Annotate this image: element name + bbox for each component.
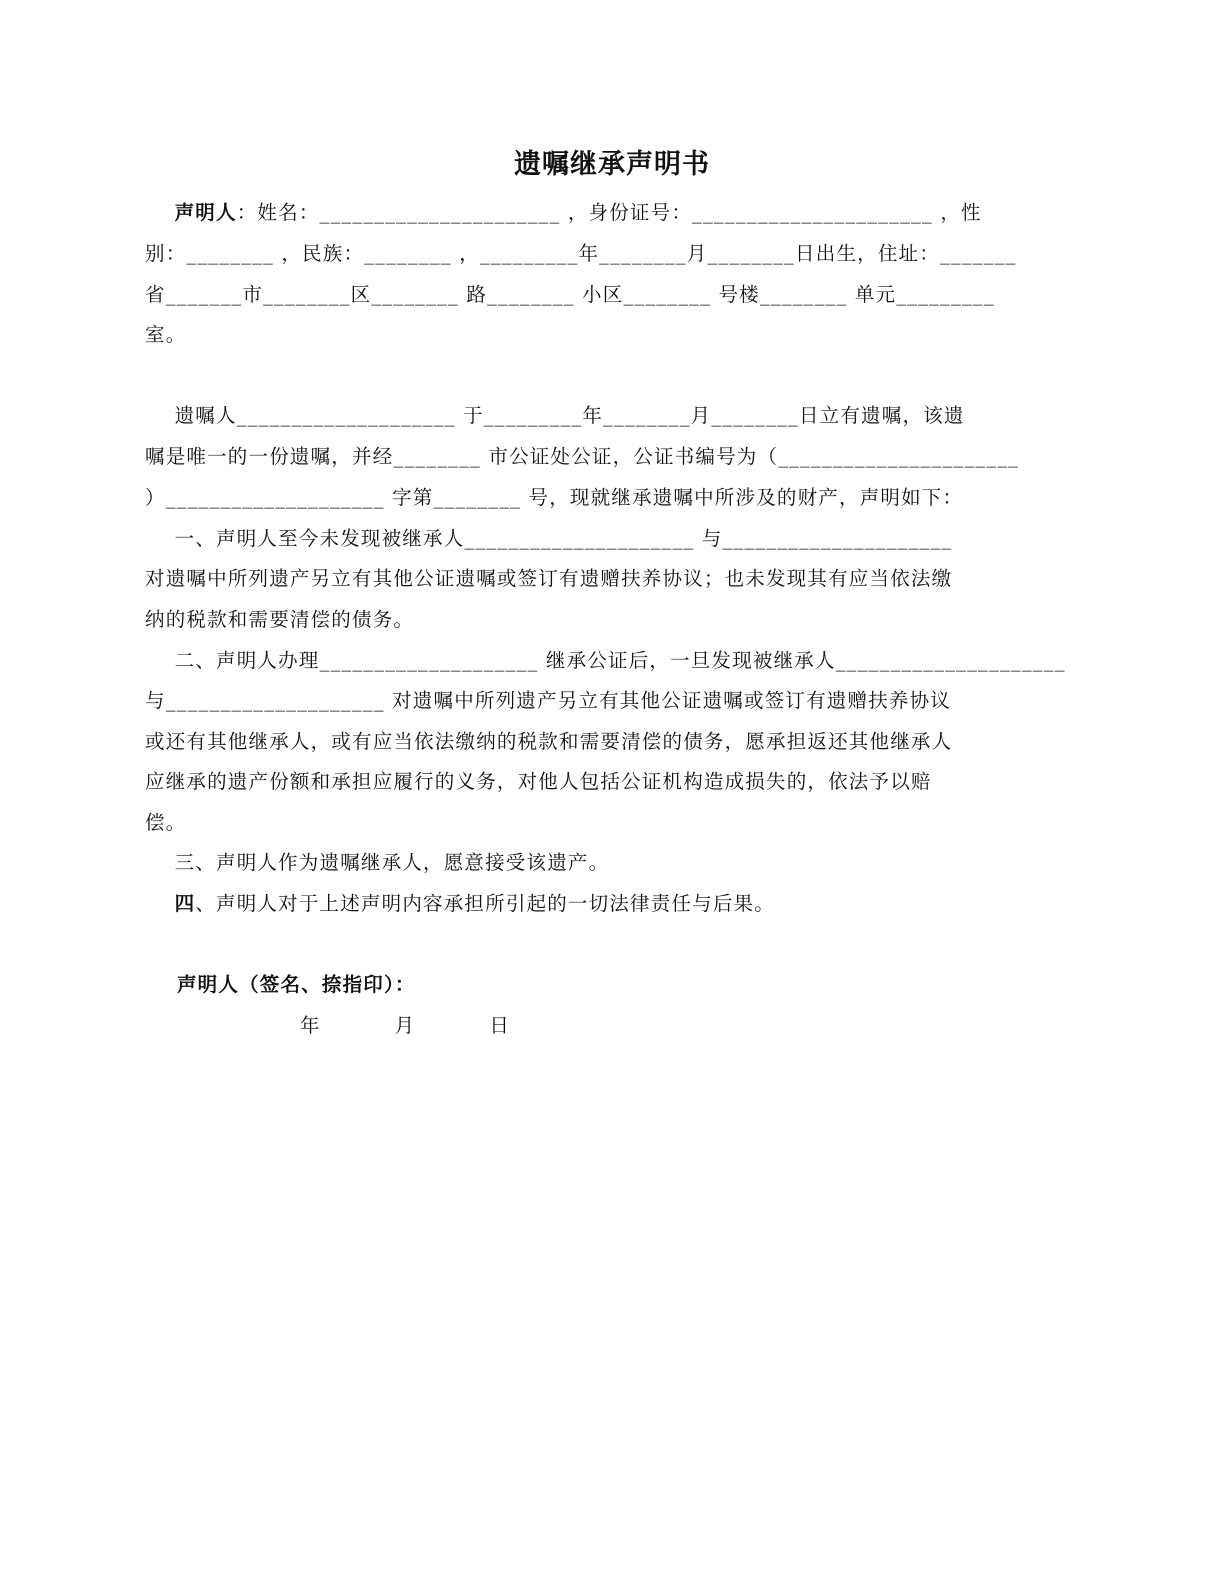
clause-2-line-4: 应继承的遗产份额和承担应履行的义务，对他人包括公证机构造成损失的，依法予以赔	[145, 770, 932, 793]
will-line-1: 遗嘱人____________________ 于_________年________月________日立有遗嘱，该遗	[145, 404, 965, 427]
clause-1-line-2: 对遗嘱中所列遗产另立有其他公证遗嘱或签订有遗赠扶养协议；也未发现其有应当依法缴	[145, 567, 953, 590]
clause-3-line: 三、声明人作为遗嘱继承人，愿意接受该遗产。	[145, 851, 610, 874]
clause-2-line-1: 二、声明人办理____________________ 继承公证后，一旦发现被继承人_____________________	[145, 649, 1066, 672]
declarant-line-3: 省_______市________区________ 路________ 小区________ 号楼________ 单元_________	[145, 283, 995, 306]
signature-date-line: 年 月 日	[300, 1014, 511, 1037]
declarant-line-4: 室。	[145, 323, 187, 346]
will-line-2: 嘱是唯一的一份遗嘱，并经________ 市公证处公证，公证书编号为（______________________	[145, 445, 1020, 468]
document-title: 遗嘱继承声明书	[514, 149, 710, 180]
clause-2-line-5: 偿。	[145, 811, 187, 834]
clause-2-line-2: 与____________________ 对遗嘱中所列遗产另立有其他公证遗嘱或签订有遗赠扶养协议	[145, 689, 951, 712]
will-line-3: ）____________________ 字第________ 号，现就继承遗嘱中所涉及的财产，声明如下：	[145, 486, 964, 509]
clause-2-line-3: 或还有其他继承人，或有应当依法缴纳的税款和需要清偿的债务，愿承担返还其他继承人	[145, 730, 953, 753]
clause-4-line: 四、声明人对于上述声明内容承担所引起的一切法律责任与后果。	[174, 892, 775, 915]
signature-label: 声明人（签名、捺指印）：	[176, 973, 416, 996]
declarant-line-1: 声明人：姓名：______________________ ，身份证号：______________________ ，性	[174, 201, 982, 224]
declarant-line-2: 别：________ ，民族：________ ，_________年________月________日出生，住址：_______	[145, 242, 1017, 265]
clause-1-line-3: 纳的税款和需要清偿的债务。	[145, 608, 415, 631]
clause-1-line-1: 一、声明人至今未发现被继承人_____________________ 与_____________________	[145, 527, 953, 550]
